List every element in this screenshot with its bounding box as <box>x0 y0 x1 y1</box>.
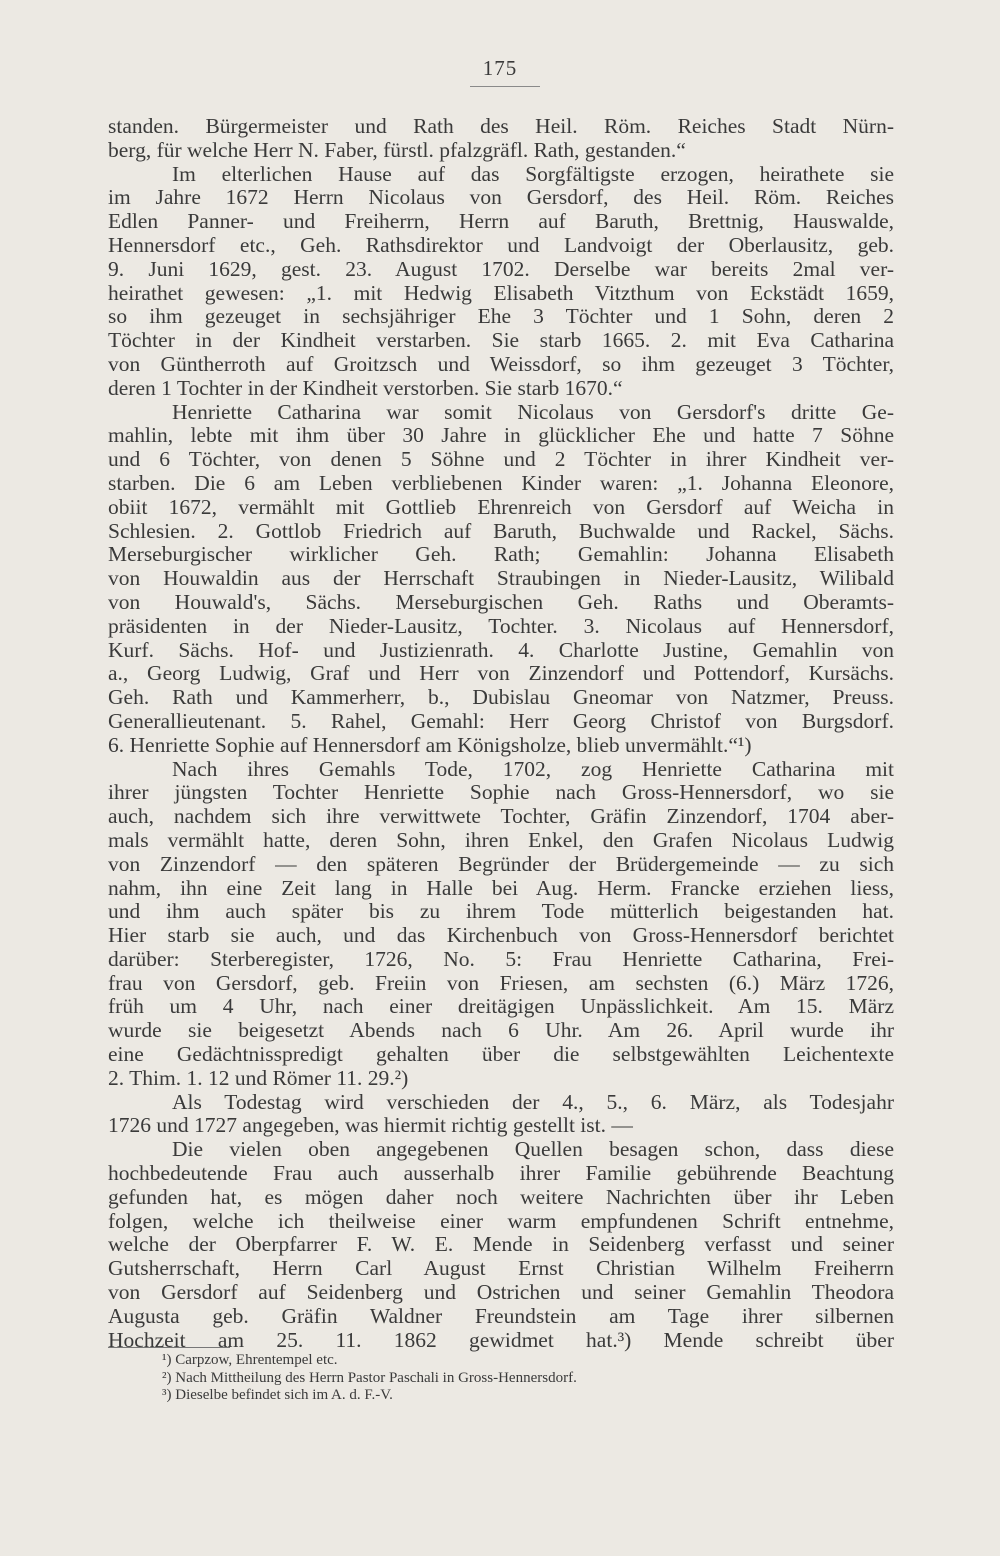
text-line: Im elterlichen Hause auf das Sorgfältigste erzogen, heirathete sie <box>172 162 894 186</box>
text-line: heirathet gewesen: „1. mit Hedwig Elisabeth Vitzthum von Eckstädt 1659, <box>108 281 894 305</box>
text-line: ihrer jüngsten Tochter Henriette Sophie nach Gross-Hennersdorf, wo sie <box>108 781 894 805</box>
text-line: Henriette Catharina war somit Nicolaus von Gersdorf's dritte Ge- <box>172 400 894 424</box>
text-line: präsidenten in der Nieder-Lausitz, Tochter. 3. Nicolaus auf Hennersdorf, <box>108 614 894 638</box>
text-line: Als Todestag wird verschieden der 4., 5., 6. März, als Todesjahr <box>172 1090 894 1114</box>
text-line: 1726 und 1727 angegeben, was hiermit richtig gestellt ist. — <box>108 1114 633 1138</box>
text-line: von Zinzendorf — den späteren Begründer der Brüdergemeinde — zu sich <box>108 852 894 876</box>
footnote-separator <box>108 1347 230 1348</box>
text-line: welche der Oberpfarrer F. W. E. Mende in Seidenberg verfasst und seiner <box>108 1233 894 1257</box>
page-number: 175 <box>482 56 518 80</box>
text-line: im Jahre 1672 Herrn Nicolaus von Gersdorf, des Heil. Röm. Reiches <box>108 186 894 210</box>
text-line: und 6 Töchter, von denen 5 Söhne und 2 Töchter in ihrer Kindheit ver- <box>108 448 894 472</box>
text-line: berg, für welche Herr N. Faber, fürstl. pfalzgräfl. Rath, gestanden.“ <box>108 138 686 162</box>
text-line: eine Gedächtnisspredigt gehalten über die selbstgewählten Leichentexte <box>108 1043 894 1067</box>
body-text <box>108 115 894 1352</box>
text-line: von Gersdorf auf Seidenberg und Ostrichen und seiner Gemahlin Theodora <box>108 1281 894 1305</box>
footnote: ¹) Carpzow, Ehrentempel etc. <box>162 1352 338 1368</box>
footnote: ²) Nach Mittheilung des Herrn Pastor Paschali in Gross-Hennersdorf. <box>162 1369 577 1386</box>
text-line: mahlin, lebte mit ihm über 30 Jahre in glücklicher Ehe und hatte 7 Söhne <box>108 424 894 448</box>
text-line: von Güntherroth auf Groitzsch und Weissdorf, so ihm gezeuget 3 Töchter, <box>108 352 894 376</box>
text-line: Schlesien. 2. Gottlob Friedrich auf Baruth, Buchwalde und Rackel, Sächs. <box>108 519 894 543</box>
text-line: folgen, welche ich theilweise einer warm empfundenen Schrift entnehme, <box>108 1209 894 1233</box>
text-line: Nach ihres Gemahls Tode, 1702, zog Henriette Catharina mit <box>172 757 894 781</box>
text-line: Augusta geb. Gräfin Waldner Freundstein am Tage ihrer silbernen <box>108 1304 894 1328</box>
text-line: Kurf. Sächs. Hof- und Justizienrath. 4. Charlotte Justine, Gemahlin von <box>108 638 894 662</box>
text-line: 6. Henriette Sophie auf Hennersdorf am Königsholze, blieb unvermählt.“¹) <box>108 733 752 757</box>
text-line: Die vielen oben angegebenen Quellen besagen schon, dass diese <box>172 1138 894 1162</box>
text-line: mals vermählt hatte, deren Sohn, ihren Enkel, den Grafen Nicolaus Ludwig <box>108 828 894 852</box>
text-line: starben. Die 6 am Leben verbliebenen Kinder waren: „1. Johanna Eleonore, <box>108 471 894 495</box>
text-line: Hochzeit am 25. 11. 1862 gewidmet hat.³) Mende schreibt über <box>108 1328 894 1352</box>
footnotes <box>162 1352 862 1405</box>
text-line: nahm, ihn eine Zeit lang in Halle bei Aug. Herm. Francke erziehen liess, <box>108 876 894 900</box>
text-line: so ihm gezeuget in sechsjähriger Ehe 3 Töchter und 1 Sohn, deren 2 <box>108 305 894 329</box>
text-line: frau von Gersdorf, geb. Freiin von Friesen, am sechsten (6.) März 1726, <box>108 971 894 995</box>
text-line: auch, nachdem sich ihre verwittwete Tochter, Gräfin Zinzendorf, 1704 aber- <box>108 805 894 829</box>
text-line: hochbedeutende Frau auch ausserhalb ihrer Familie gebührende Beachtung <box>108 1162 894 1186</box>
text-line: obiit 1672, vermählt mit Gottlieb Ehrenreich von Gersdorf auf Weicha in <box>108 495 894 519</box>
text-line: Hier starb sie auch, und das Kirchenbuch von Gross-Hennersdorf berichtet <box>108 924 894 948</box>
text-line: Edlen Panner- und Freiherrn, Herrn auf Baruth, Brettnig, Hauswalde, <box>108 210 894 234</box>
text-line: Töchter in der Kindheit verstarben. Sie starb 1665. 2. mit Eva Catharina <box>108 329 894 353</box>
text-line: darüber: Sterberegister, 1726, No. 5: Frau Henriette Catharina, Frei- <box>108 947 894 971</box>
text-line: Geh. Rath und Kammerherr, b., Dubislau Gneomar von Natzmer, Preuss. <box>108 686 894 710</box>
text-line: von Houwaldin aus der Herrschaft Straubingen in Nieder-Lausitz, Wilibald <box>108 567 894 591</box>
text-line: 9. Juni 1629, gest. 23. August 1702. Derselbe war bereits 2mal ver- <box>108 257 894 281</box>
text-line: deren 1 Tochter in der Kindheit verstorben. Sie starb 1670.“ <box>108 376 623 400</box>
text-line: Merseburgischer wirklicher Geh. Rath; Gemahlin: Johanna Elisabeth <box>108 543 894 567</box>
text-line: 2. Thim. 1. 12 und Römer 11. 29.²) <box>108 1066 409 1090</box>
text-line: Generallieutenant. 5. Rahel, Gemahl: Herr Georg Christof von Burgsdorf. <box>108 709 894 733</box>
text-line: früh um 4 Uhr, nach einer dreitägigen Unpässlichkeit. Am 15. März <box>108 995 894 1019</box>
footnote: ³) Dieselbe befindet sich im A. d. F.-V. <box>162 1387 393 1403</box>
text-line: standen. Bürgermeister und Rath des Heil. Röm. Reiches Stadt Nürn- <box>108 115 894 138</box>
text-line: a., Georg Ludwig, Graf und Herr von Zinzendorf und Pottendorf, Kursächs. <box>108 662 894 686</box>
text-line: Gutsherrschaft, Herrn Carl August Ernst Christian Wilhelm Freiherrn <box>108 1257 894 1281</box>
header-rule <box>470 86 540 87</box>
text-line: wurde sie beigesetzt Abends nach 6 Uhr. Am 26. April wurde ihr <box>108 1019 894 1043</box>
text-line: von Houwald's, Sächs. Merseburgischen Geh. Raths und Oberamts- <box>108 590 894 614</box>
text-line: und ihm auch später bis zu ihrem Tode mütterlich beigestanden hat. <box>108 900 894 924</box>
text-line: gefunden hat, es mögen daher noch weitere Nachrichten über ihr Leben <box>108 1185 894 1209</box>
text-line: Hennersdorf etc., Geh. Rathsdirektor und Landvoigt der Oberlausitz, geb. <box>108 233 894 257</box>
